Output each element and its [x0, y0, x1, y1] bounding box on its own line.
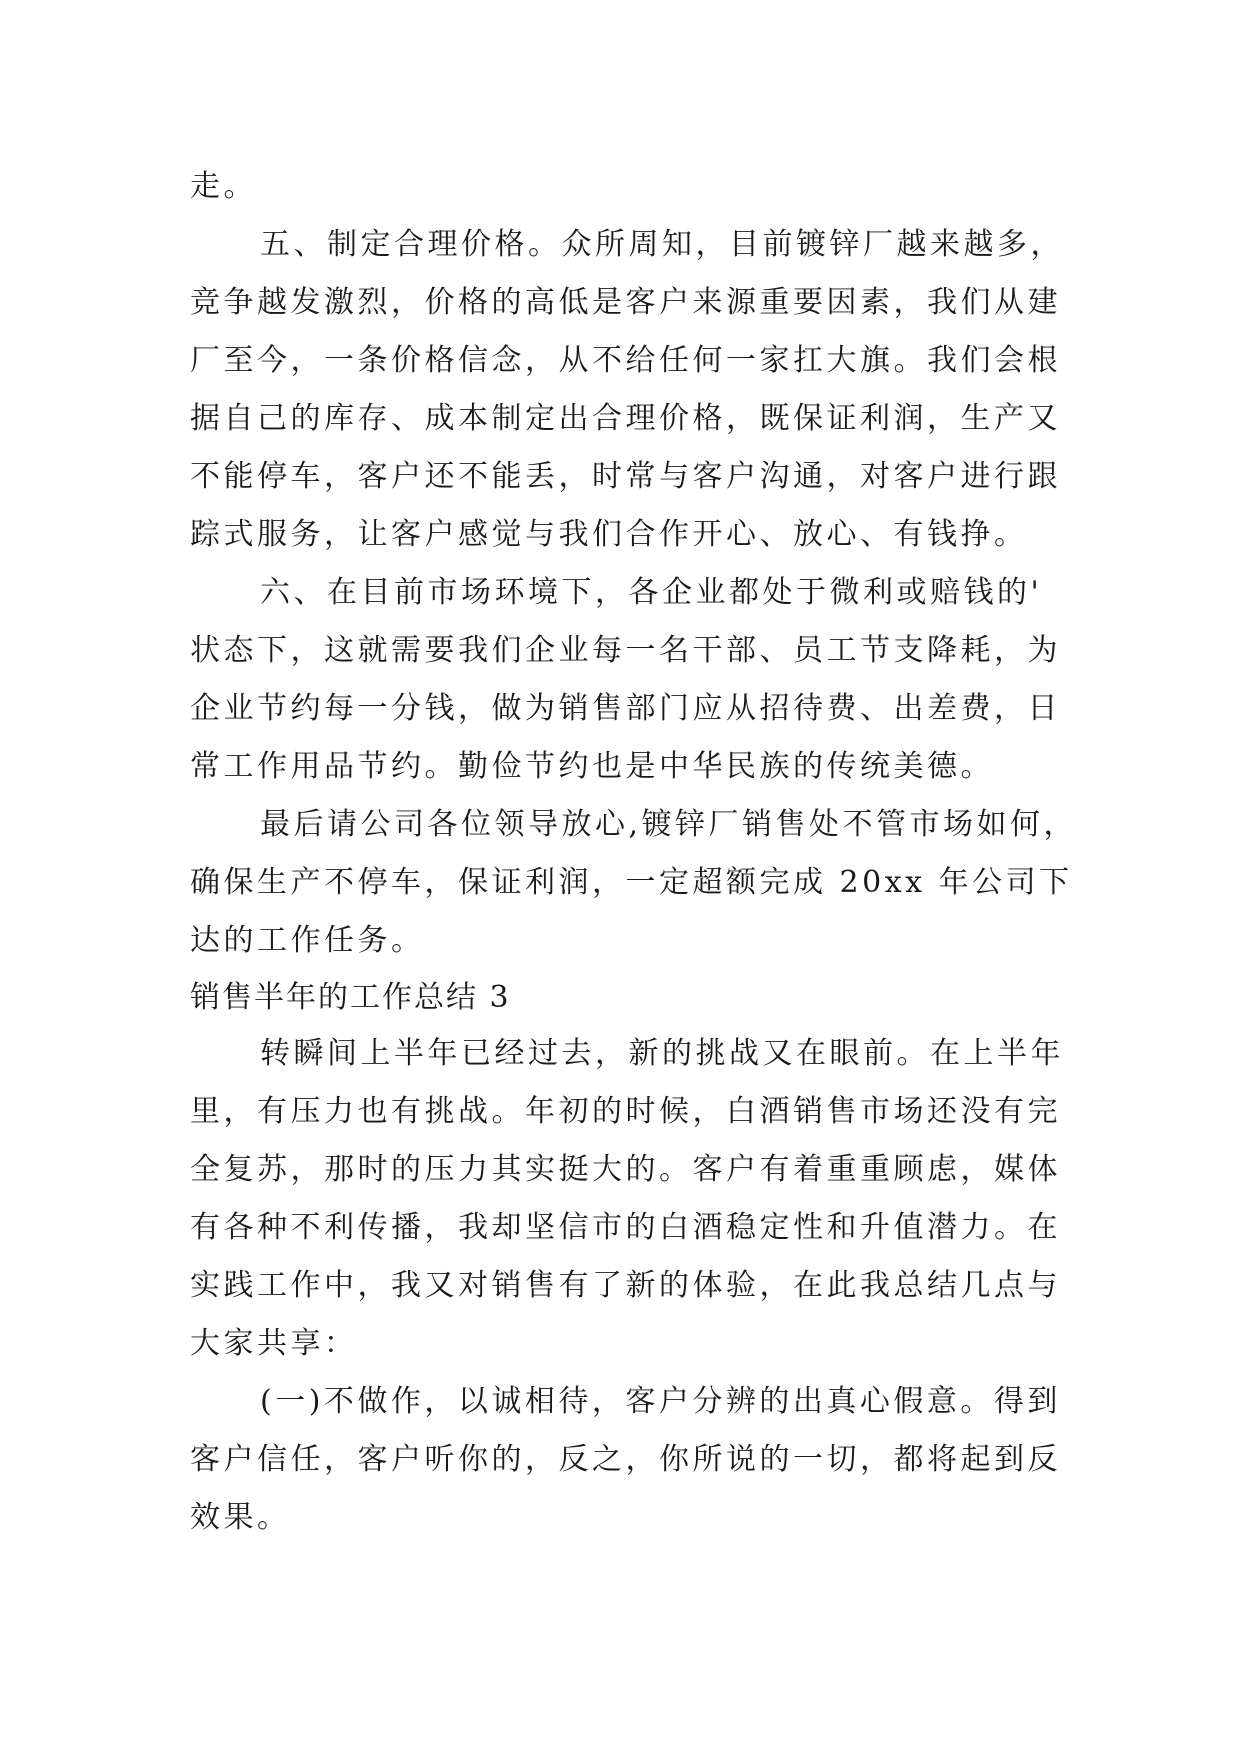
paragraph-line: 全复苏，那时的压力其实挺大的。客户有着重重顾虑，媒体: [190, 1152, 1061, 1187]
paragraph-line: 五、制定合理价格。众所周知，目前镀锌厂越来越多，: [260, 227, 1064, 262]
section-heading: [190, 970, 1090, 1025]
paragraph-line: 转瞬间上半年已经过去，新的挑战又在眼前。在上半年: [260, 1036, 1064, 1071]
paragraph-point-6: [190, 564, 1090, 796]
paragraph-line: 实践工作中，我又对销售有了新的体验，在此我总结几点与: [190, 1268, 1061, 1303]
paragraph-line: 常工作用品节约。勤俭节约也是中华民族的传统美德。: [190, 749, 994, 784]
paragraph-point-5: [190, 216, 1090, 564]
paragraph-line: 不能停车，客户还不能丢，时常与客户沟通，对客户进行跟: [190, 459, 1061, 494]
paragraph-line: 状态下，这就需要我们企业每一名干部、员工节支降耗，为: [190, 633, 1061, 668]
section-title: 销售半年的工作总结 3: [190, 980, 511, 1015]
paragraph-item-1: [190, 1373, 1090, 1547]
paragraph-line: 六、在目前市场环境下，各企业都处于微利或赔钱的': [260, 575, 1043, 610]
paragraph-line: 大家共享：: [190, 1326, 358, 1361]
paragraph-continuation: [190, 158, 1090, 216]
paragraph-intro: [190, 1025, 1090, 1373]
paragraph-line: 走。: [190, 169, 257, 204]
paragraph-line: 里，有压力也有挑战。年初的时候，白酒销售市场还没有完: [190, 1094, 1061, 1129]
paragraph-line: 确保生产不停车，保证利润，一定超额完成 20xx 年公司下: [190, 865, 1073, 900]
paragraph-line: 最后请公司各位领导放心,镀锌厂销售处不管市场如何，: [260, 807, 1078, 842]
paragraph-line: 效果。: [190, 1500, 291, 1535]
paragraph-line: 客户信任，客户听你的，反之，你所说的一切，都将起到反: [190, 1442, 1061, 1477]
paragraph-line: 厂至今，一条价格信念，从不给任何一家扛大旗。我们会根: [190, 343, 1061, 378]
paragraph-closing: [190, 796, 1090, 970]
paragraph-line: 企业节约每一分钱，做为销售部门应从招待费、出差费，日: [190, 691, 1061, 726]
document-body: [190, 158, 1090, 1547]
paragraph-line: 竞争越发激烈，价格的高低是客户来源重要因素，我们从建: [190, 285, 1061, 320]
paragraph-line: 有各种不利传播，我却坚信市的白酒稳定性和升值潜力。在: [190, 1210, 1061, 1245]
paragraph-line: 踪式服务，让客户感觉与我们合作开心、放心、有钱挣。: [190, 517, 1028, 552]
paragraph-line: 据自己的库存、成本制定出合理价格，既保证利润，生产又: [190, 401, 1061, 436]
paragraph-line: 达的工作任务。: [190, 923, 425, 958]
paragraph-line: (一)不做作，以诚相待，客户分辨的出真心假意。得到: [260, 1384, 1061, 1419]
